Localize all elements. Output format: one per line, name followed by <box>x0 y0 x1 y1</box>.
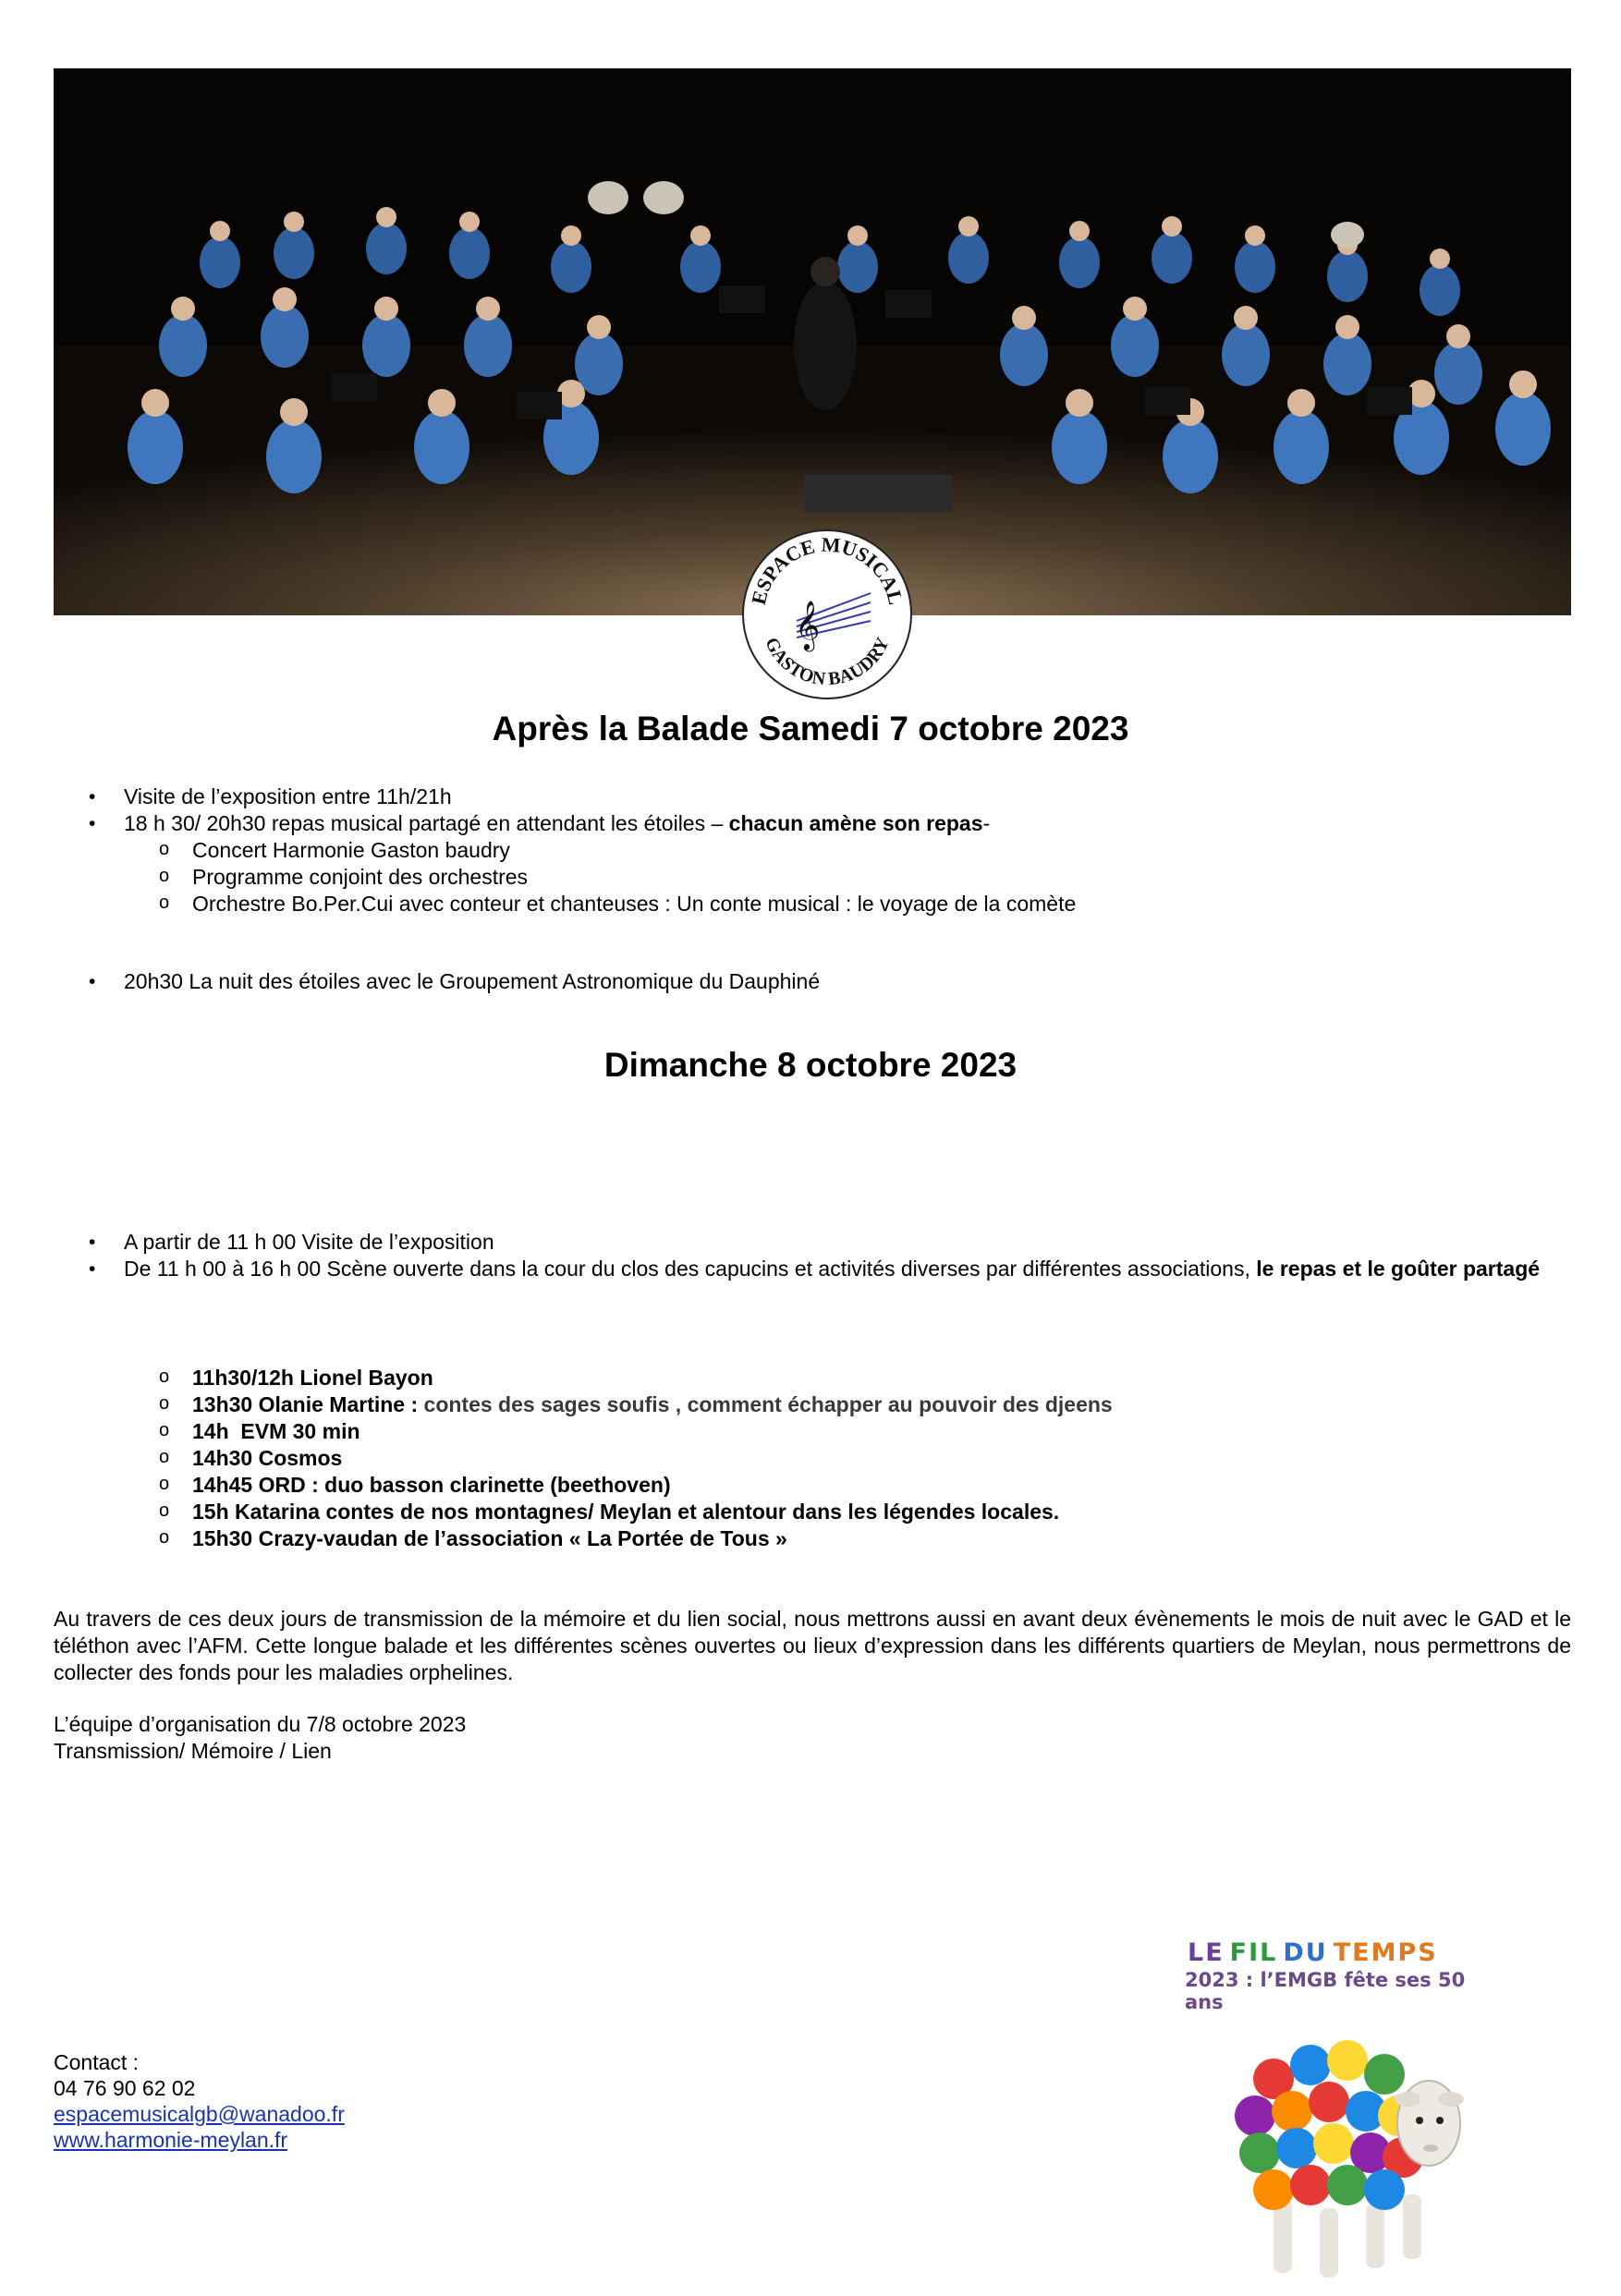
sub-list-item: o Concert Harmonie Gaston baudry <box>54 837 1569 864</box>
sub-list-item: o Orchestre Bo.Per.Cui avec conteur et chanteuses : Un conte musical : le voyage de la comète <box>54 891 1569 917</box>
list-item: • 20h30 La nuit des étoiles avec le Groupement Astronomique du Dauphiné <box>54 968 1569 995</box>
program-item: o 15h Katarina contes de nos montagnes/ Meylan et alentour dans les légendes locales. <box>54 1499 1569 1525</box>
lefil-word: LE <box>1188 1938 1225 1967</box>
lefil-title <box>1185 1938 1499 1967</box>
program-item: o 14h45 ORD : duo basson clarinette (beethoven) <box>54 1472 1569 1499</box>
website-link[interactable]: www.harmonie-meylan.fr <box>54 2128 288 2152</box>
sheep-mascot-icon <box>1218 2014 1468 2291</box>
logo-bottom-text: GASTON BAUDRY <box>761 634 894 690</box>
lefil-subtitle: 2023 : l’EMGB fête ses 50 ans <box>1185 1969 1466 2013</box>
contact-block <box>54 2049 345 2153</box>
lefil-word: TEMPS <box>1333 1938 1438 1967</box>
closing-paragraph: Au travers de ces deux jours de transmission de la mémoire et du lien social, nous mettrons aussi en avant deux évènements le mois de nuit avec le GAD et le téléthon avec l’AFM. Cette longue balade et les différentes scènes ouvertes ou lieux d’expression dans les différents quartiers de Meylan, nous permettrons de collecter des fonds pour les maladies orphelines. <box>54 1607 1571 1684</box>
program-item: o 14h30 Cosmos <box>54 1445 1569 1472</box>
contact-phone: 04 76 90 62 02 <box>54 2076 196 2100</box>
le-fil-du-temps-logo <box>1185 1938 1499 2013</box>
lefil-word: FIL <box>1229 1938 1278 1967</box>
logo-top-text: ESPACE MUSICAL <box>746 532 908 607</box>
lefil-word: DU <box>1283 1938 1328 1967</box>
sub-list-item: o Programme conjoint des orchestres <box>54 864 1569 891</box>
sunday-heading: Dimanche 8 octobre 2023 <box>603 1046 1018 1084</box>
sheep-illustration <box>1218 2014 1468 2291</box>
email-link[interactable]: espacemusicalgb@wanadoo.fr <box>54 2102 345 2126</box>
signature-line: Transmission/ Mémoire / Lien <box>54 1739 332 1763</box>
signature-line: L’équipe d’organisation du 7/8 octobre 2023 <box>54 1712 467 1736</box>
sunday-schedule <box>54 1229 1569 1282</box>
treble-clef-icon: 𝄞 <box>795 600 821 650</box>
list-item: • De 11 h 00 à 16 h 00 Scène ouverte dans la cour du clos des capucins et activités diverses par différentes associations, le repas et le goûter partagé <box>54 1256 1569 1282</box>
saturday-schedule <box>54 784 1569 917</box>
espace-musical-logo <box>741 528 913 700</box>
signature <box>54 1711 466 1765</box>
sunday-program <box>54 1365 1569 1552</box>
contact-label: Contact : <box>54 2050 140 2074</box>
logo-emblem <box>741 528 913 700</box>
list-item: • A partir de 11 h 00 Visite de l’exposition <box>54 1229 1569 1256</box>
program-item: o 11h30/12h Lionel Bayon <box>54 1365 1569 1391</box>
program-item: o 15h30 Crazy-vaudan de l’association « La Portée de Tous » <box>54 1525 1569 1552</box>
saturday-evening <box>54 968 1569 995</box>
list-item: • 18 h 30/ 20h30 repas musical partagé en attendant les étoiles – chacun amène son repas- <box>54 810 1569 837</box>
program-item: o 14h EVM 30 min <box>54 1418 1569 1445</box>
program-item: o 13h30 Olanie Martine : contes des sages soufis , comment échapper au pouvoir des djeens <box>54 1391 1569 1418</box>
saturday-heading: Après la Balade Samedi 7 octobre 2023 <box>492 710 1129 747</box>
list-item: • Visite de l’exposition entre 11h/21h <box>54 784 1569 810</box>
